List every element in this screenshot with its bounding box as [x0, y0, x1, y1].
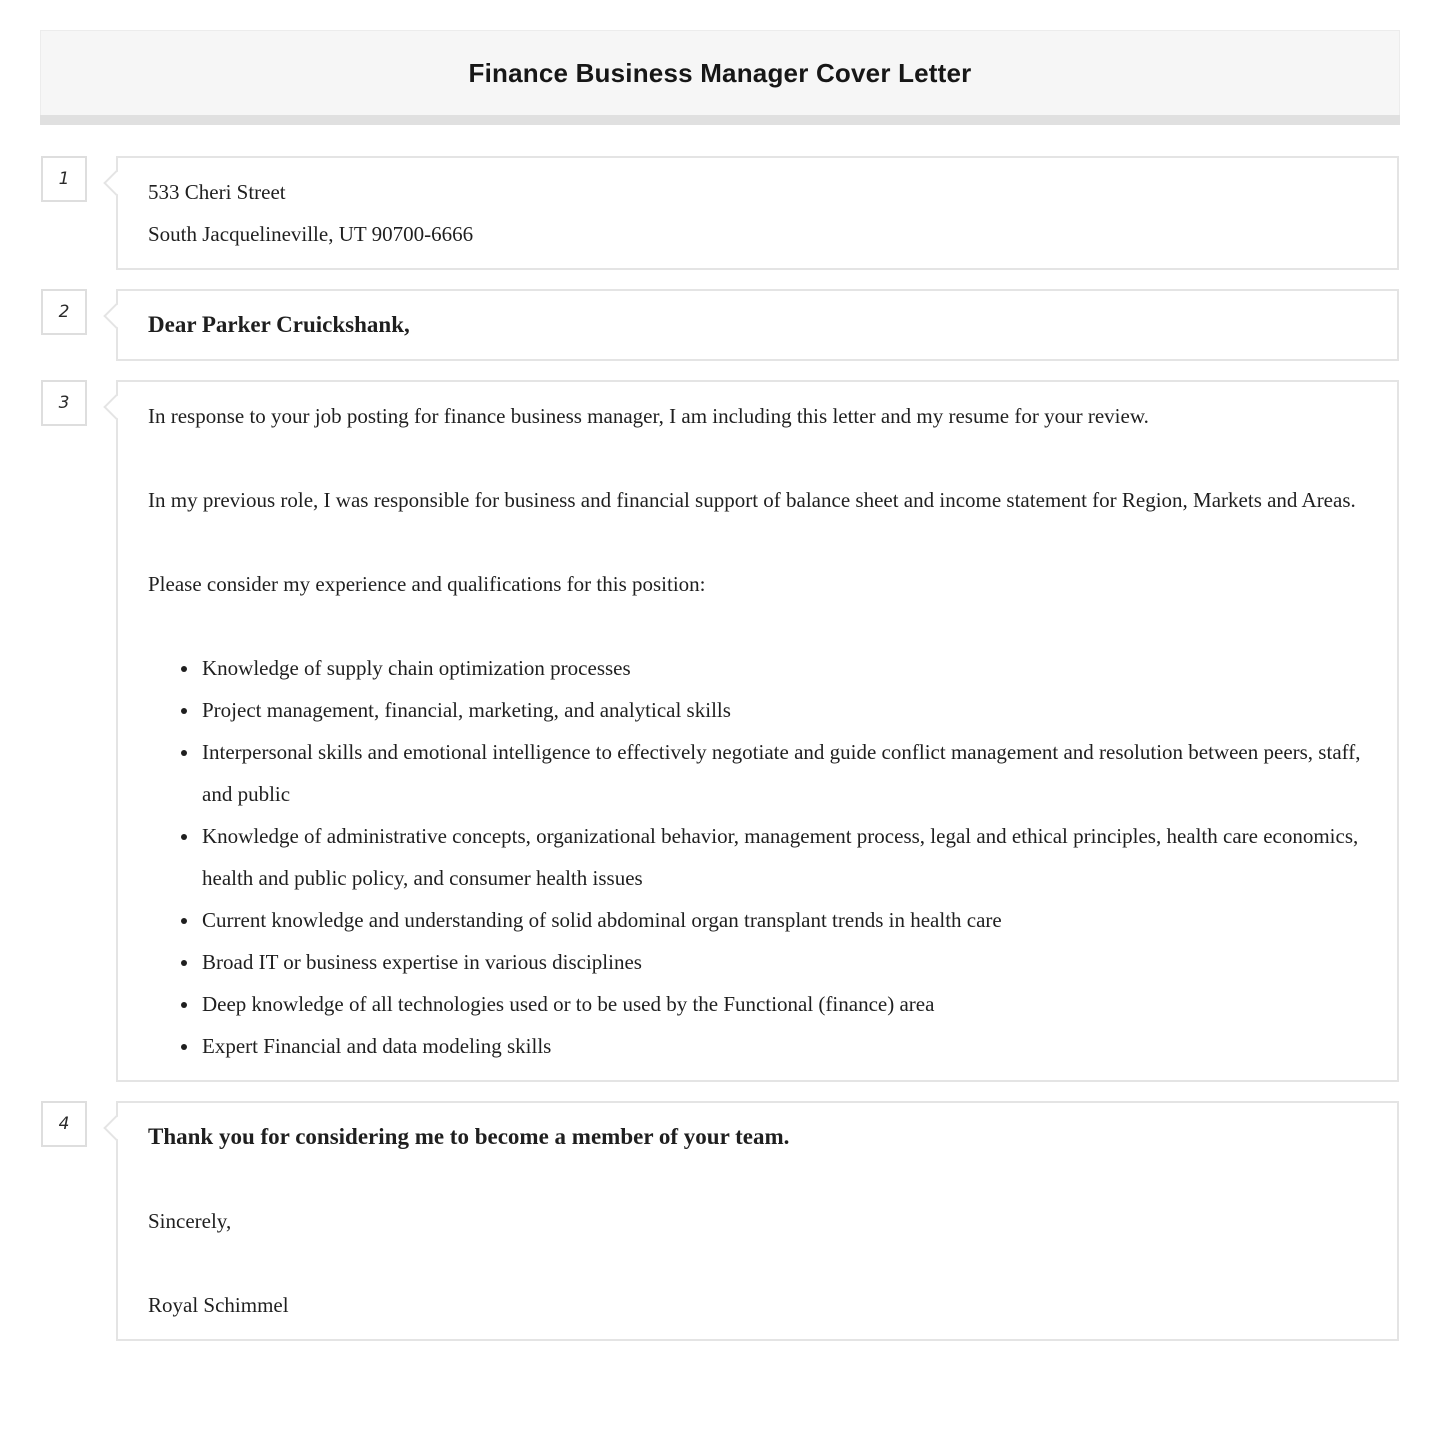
valediction: Sincerely,: [148, 1209, 232, 1233]
header-title-bar: [40, 30, 1400, 115]
qualification-item: • Knowledge of administrative concepts, organizational behavior, management process, legal and ethical principles, health care economics, health and public policy, and consumer health issues: [200, 815, 1367, 899]
qualification-item: • Expert Financial and data modeling skills: [200, 1025, 1367, 1067]
section-number: 3: [58, 393, 70, 413]
address-box: [116, 156, 1399, 270]
closing-statement: Thank you for considering me to become a member of your team.: [148, 1124, 790, 1149]
header-divider: [40, 115, 1400, 125]
section-3-badge: [41, 380, 87, 426]
page-title: Finance Business Manager Cover Letter: [468, 57, 972, 88]
section-salutation: [41, 289, 1399, 361]
qualification-item: • Deep knowledge of all technologies used or to be used by the Functional (finance) area: [200, 983, 1367, 1025]
letter-body: [0, 125, 1440, 1341]
closing-box: [116, 1101, 1399, 1341]
address-line-street: 533 Cheri Street: [148, 180, 286, 204]
address-line-city: South Jacquelineville, UT 90700-6666: [148, 222, 474, 246]
section-number: 2: [58, 302, 70, 322]
qualification-item: • Project management, financial, marketing, and analytical skills: [200, 689, 1367, 731]
section-1-badge: [41, 156, 87, 202]
qualification-item: • Interpersonal skills and emotional intelligence to effectively negotiate and guide conflict management and resolution between peers, staff, and public: [200, 731, 1367, 815]
page-header: [40, 30, 1400, 125]
body-paragraph-intro: In response to your job posting for finance business manager, I am including this letter and my resume for your review.: [148, 404, 1149, 428]
body-box: [116, 380, 1399, 1082]
box-notch: [103, 303, 128, 328]
section-closing: [41, 1101, 1399, 1341]
box-notch: [103, 394, 128, 419]
section-body: [41, 380, 1399, 1082]
salutation-text: Dear Parker Cruickshank,: [148, 312, 410, 337]
body-paragraph-previous-role: In my previous role, I was responsible for business and financial support of balance sheet and income statement for Region, Markets and Areas.: [148, 488, 1356, 512]
qualification-item: • Current knowledge and understanding of solid abdominal organ transplant trends in health care: [200, 899, 1367, 941]
section-2-badge: [41, 289, 87, 335]
box-notch: [103, 170, 128, 195]
section-number: 4: [58, 1114, 70, 1134]
qualifications-list: [148, 647, 1367, 1067]
box-notch: [103, 1115, 128, 1140]
section-address: [41, 156, 1399, 270]
qualification-item: • Knowledge of supply chain optimization processes: [200, 647, 1367, 689]
section-4-badge: [41, 1101, 87, 1147]
qualification-item: • Broad IT or business expertise in various disciplines: [200, 941, 1367, 983]
body-paragraph-consider: Please consider my experience and qualifications for this position:: [148, 572, 706, 596]
salutation-box: [116, 289, 1399, 361]
signature-name: Royal Schimmel: [148, 1293, 289, 1317]
section-number: 1: [58, 169, 70, 189]
